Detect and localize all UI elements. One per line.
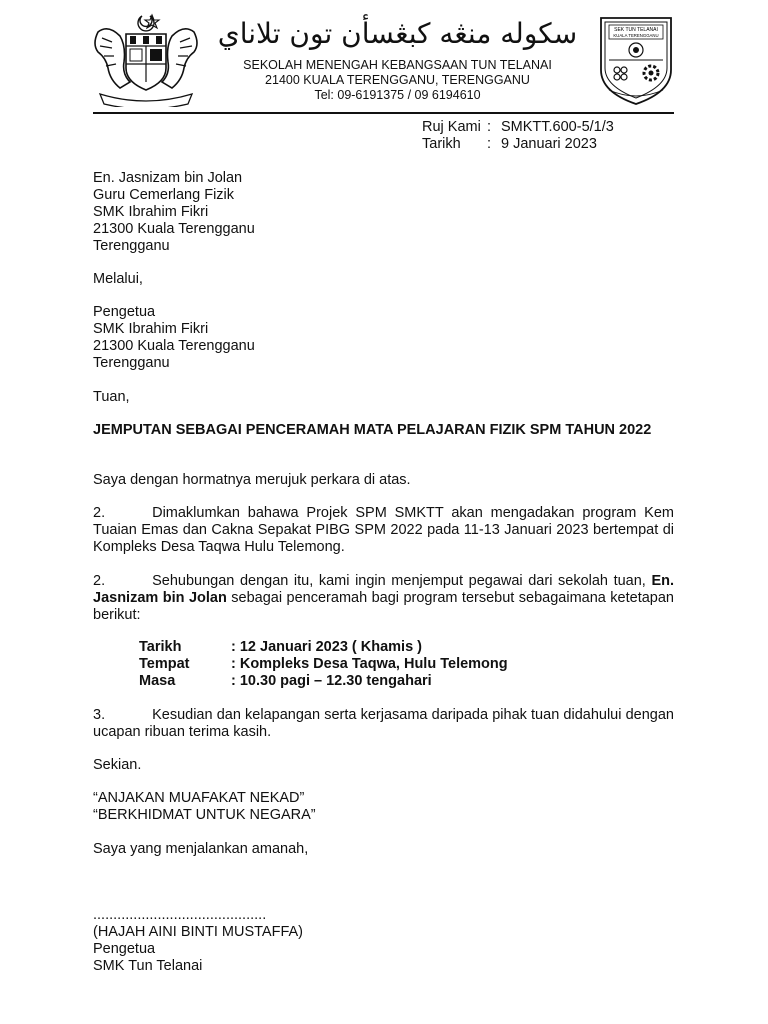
paragraph-3 [93,707,674,741]
school-telephone: Tel: 09-6191375 / 09 6194610 [314,88,481,102]
letterhead-divider [93,112,674,114]
signatory-name: (HAJAH AINI BINTI MUSTAFFA) [93,924,303,940]
paragraph-number: 3. [93,707,106,723]
ruj-label: Ruj Kami [422,119,481,135]
detail-value: : 12 Januari 2023 ( Khamis ) [231,639,422,655]
via-line: 21300 Kuala Terengganu [93,338,255,354]
detail-row [139,639,508,656]
school-badge-logo [595,12,677,108]
ruj-separator: : [487,119,492,135]
detail-label: Masa [139,673,176,689]
closing: Sekian. [93,757,142,773]
paragraph-text: Dimaklumkan bahawa Projek SPM SMKTT akan mengadakan program Kem Tuaian Emas dan Cakna Sepakat PIBG SPM 2022 pada 11-13 Januari 2023 bertempat di Kompleks Desa Taqwa Hulu Telemong. [93,505,674,555]
signatory-school: SMK Tun Telanai [93,958,203,974]
coat-of-arms-logo [90,12,202,107]
badge-line1: SEK TUN TELANAI [614,27,658,33]
paragraph-text: sebagai penceramah bagi program tersebut sebagaimana ketetapan berikut: [93,590,674,623]
detail-label: Tempat [139,656,190,672]
recipient-line: En. Jasnizam bin Jolan [93,170,243,186]
ruj-value: SMKTT.600-5/1/3 [501,119,614,135]
signatory-block [93,924,674,975]
detail-label: Tarikh [139,639,182,655]
motto-line: “ANJAKAN MUAFAKAT NEKAD” [93,790,305,806]
motto-block [93,790,674,824]
detail-row [139,656,508,673]
via-address [93,304,674,372]
sign-off: Saya yang menjalankan amanah, [93,841,309,857]
recipient-line: SMK Ibrahim Fikri [93,204,209,220]
paragraph-number: 2. [93,573,106,589]
intro-paragraph: Saya dengan hormatnya merujuk perkara di atas. [93,472,411,488]
subject-heading: JEMPUTAN SEBAGAI PENCERAMAH MATA PELAJARAN FIZIK SPM TAHUN 2022 [93,422,652,438]
paragraph-text: Sehubungan dengan itu, kami ingin menjemput pegawai dari sekolah tuan, [152,573,646,589]
invitee-name: En. Jasnizam bin Jolan [93,573,675,606]
detail-value: : 10.30 pagi – 12.30 tengahari [231,673,432,689]
via-line: Pengetua [93,304,156,320]
detail-row [139,673,508,690]
motto-line: “BERKHIDMAT UNTUK NEGARA” [93,807,316,823]
school-name: SEKOLAH MENENGAH KEBANGSAAN TUN TELANAI [243,58,552,72]
school-address: 21400 KUALA TERENGGANU, TERENGGANU [265,73,530,87]
school-name-jawi: سكوله منڠه كبڠسأن تون تلاناي [217,17,578,50]
event-details [139,639,508,690]
signatory-title: Pengetua [93,941,156,957]
school-name-block [205,58,590,103]
via-line: Terengganu [93,355,170,371]
date-value: 9 Januari 2023 [501,136,597,152]
via-label: Melalui, [93,271,143,287]
signature-line: ........................................... [93,907,267,923]
via-line: SMK Ibrahim Fikri [93,321,209,337]
detail-value: : Kompleks Desa Taqwa, Hulu Telemong [231,656,508,672]
recipient-line: Terengganu [93,238,170,254]
date-label: Tarikh [422,136,461,152]
salutation: Tuan, [93,389,130,405]
recipient-line: Guru Cemerlang Fizik [93,187,235,203]
badge-line2: KUALA TERENGGANU [613,33,659,38]
paragraph-text: Kesudian dan kelapangan serta kerjasama daripada pihak tuan didahului dengan ucapan ribuan terima kasih. [93,707,674,740]
paragraph-1 [93,505,674,556]
recipient-address [93,170,674,255]
date-separator: : [487,136,492,152]
recipient-line: 21300 Kuala Terengganu [93,221,255,237]
reference-block [422,119,614,153]
paragraph-2 [93,573,674,624]
paragraph-number: 2. [93,505,106,521]
